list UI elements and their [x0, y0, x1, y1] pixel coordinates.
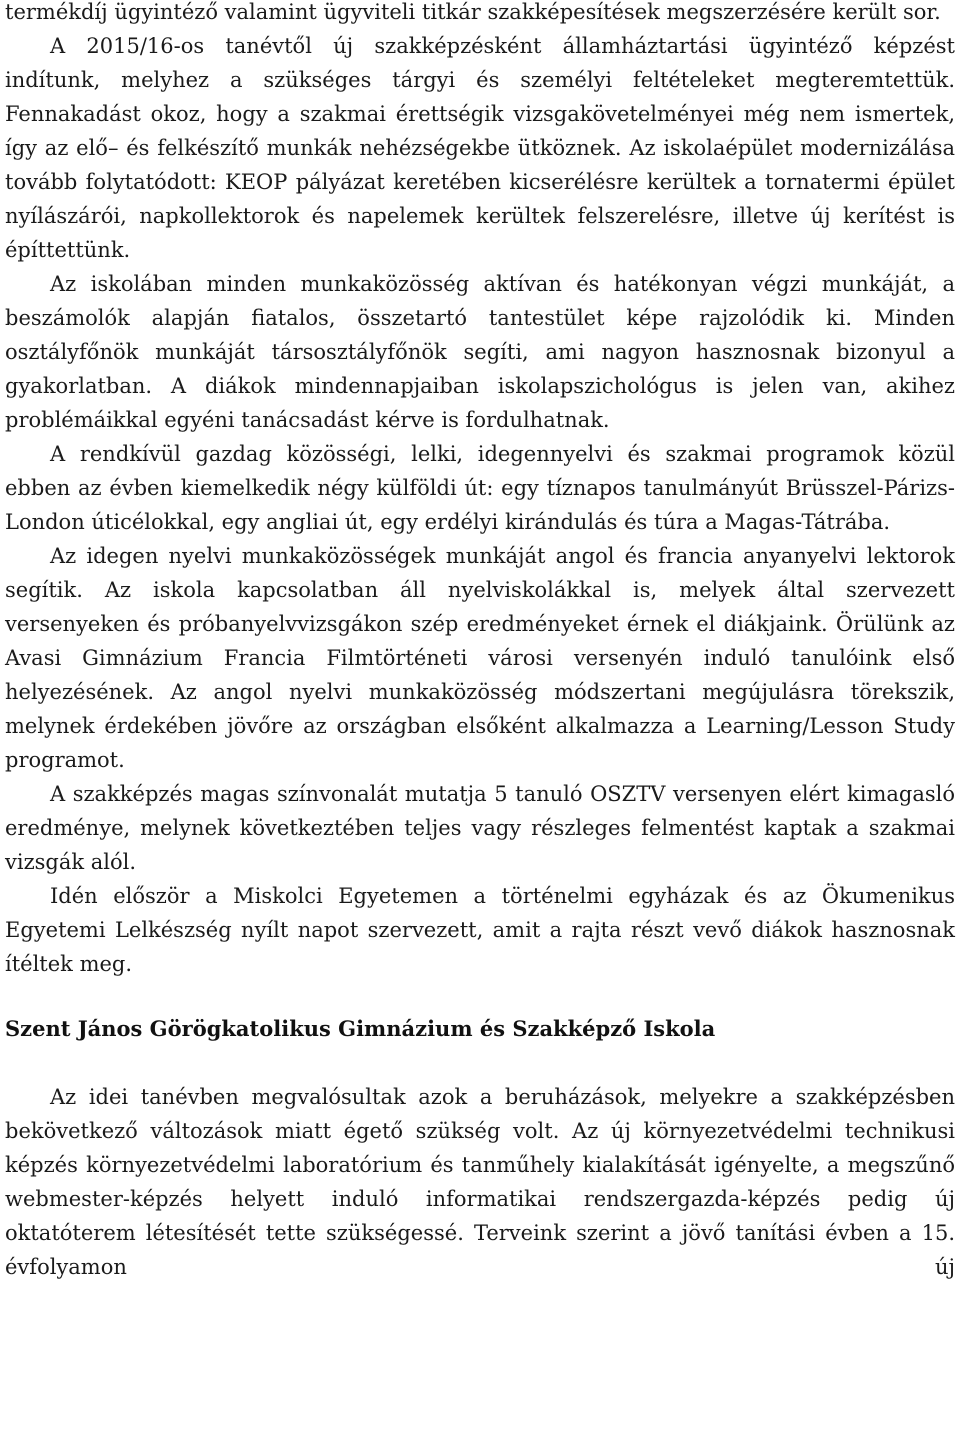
document-body	[5, 0, 955, 1284]
paragraph-oszty: A szakképzés magas színvonalát mutatja 5 tanuló OSZTV versenyen elért kimagasló eredménye, melynek következtében teljes vagy részleges felmentést kaptak a szakmai vizsgák alól.	[5, 782, 955, 874]
paragraph-munkakozosseg: Az iskolában minden munkaközösség aktívan és hatékonyan végzi munkáját, a beszámolók alapján fiatalos, összetartó tantestület képe rajzolódik ki. Minden osztályfőnök munkáját társosztályfőnök segíti, ami nagyon hasznosnak bizonyul a gyakorlatban. A diákok mindennapjaiban iskolapszichológus is jelen van, akihez problémáikkal egyéni tanácsadást kérve is fordulhatnak.	[5, 272, 955, 432]
paragraph-idegen-nyelv: Az idegen nyelvi munkaközösségek munkáját angol és francia anyanyelvi lektorok segítik. Az iskola kapcsolatban áll nyelviskolákkal is, melyek által szervezett versenyeken és próbanyelvvizsgákon szép eredményeket érnek el diákjaink. Örülünk az Avasi Gimnázium Francia Filmtörténeti városi versenyén induló tanulóink első helyezésének. Az angol nyelvi munkaközösség módszertani megújulásra törekszik, melynek érdekében jövőre az országban elsőként alkalmazza a Learning/Lesson Study programot.	[5, 544, 955, 772]
paragraph-continuation: termékdíj ügyintéző valamint ügyviteli titkár szakképesítések megszerzésére került sor.	[5, 0, 941, 24]
paragraph-beruhazasok: Az idei tanévben megvalósultak azok a beruházások, melyekre a szakképzésben bekövetkező változások miatt égető szükség volt. Az új környezetvédelmi technikusi képzés környezetvédelmi laboratórium és tanműhely kialakítását igényelte, a megszűnő webmester-képzés helyett induló informatikai rendszergazda-képzés pedig új oktatóterem létesítését tette szükségessé. Terveink szerint a jövő tanítási évben a 15. évfolyamon új	[5, 1085, 955, 1279]
paragraph-egyetem: Idén először a Miskolci Egyetemen a történelmi egyházak és az Ökumenikus Egyetemi Lelkészség nyílt napot szervezett, amit a rajta részt vevő diákok hasznosnak ítéltek meg.	[5, 884, 955, 976]
document-page	[5, 0, 955, 1289]
paragraph-programok: A rendkívül gazdag közösségi, lelki, idegennyelvi és szakmai programok közül ebben az évben kiemelkedik négy külföldi út: egy tíznapos tanulmányút Brüsszel-Párizs-London úticélokkal, egy angliai út, egy erdélyi kirándulás és túra a Magas-Tátrába.	[5, 442, 955, 534]
paragraph-szakkepzes: A 2015/16-os tanévtől új szakképzésként államháztartási ügyintéző képzést indítunk, melyhez a szükséges tárgyi és személyi feltételeket megteremtettük. Fennakadást okoz, hogy a szakmai érettségik vizsgakövetelményei még nem ismertek, így az elő– és felkészítő munkák nehézségekbe ütköznek. Az iskolaépület modernizálása tovább folytatódott: KEOP pályázat keretében kicserélésre kerültek a tornatermi épület nyílászárói, napkollektorok és napelemek kerültek felszerelésre, illetve új kerítést is építtettünk.	[5, 34, 955, 262]
section-heading: Szent János Görögkatolikus Gimnázium és Szakképző Iskola	[5, 1016, 716, 1041]
